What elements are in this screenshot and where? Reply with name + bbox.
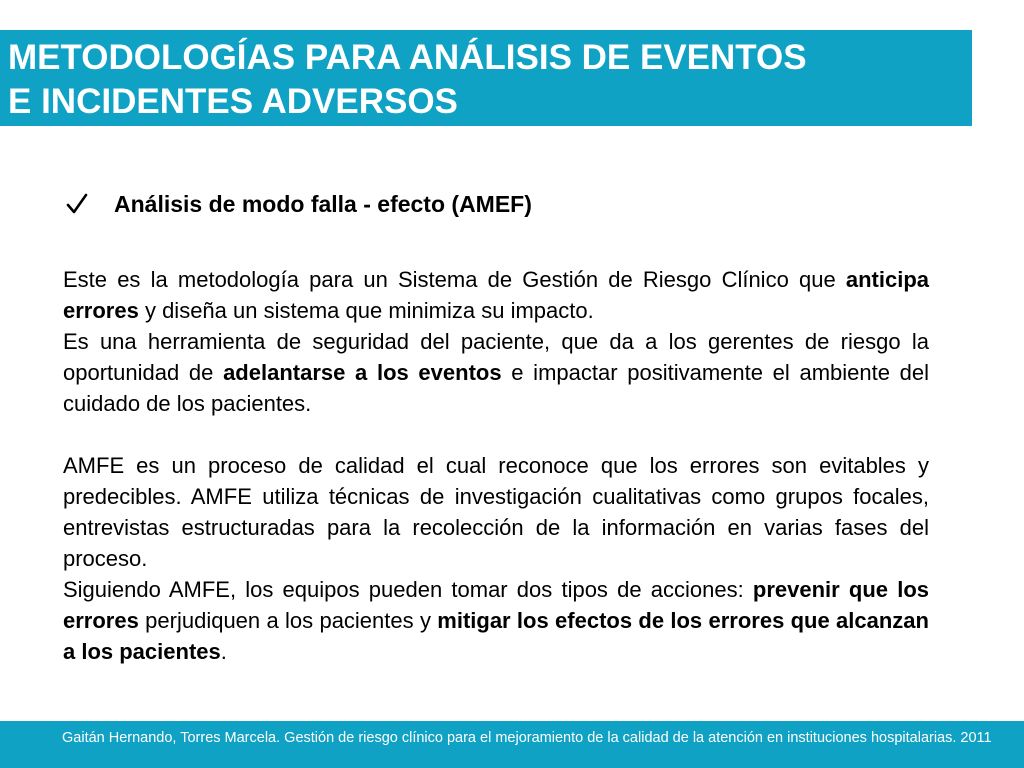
p4-text-2: perjudiquen a los pacientes y [138,608,438,633]
p4-text-3: . [220,639,227,664]
paragraph-2 [63,326,929,419]
title-bar [0,30,972,126]
paragraph-1 [63,264,929,326]
p1-text-2: y diseña un sistema que minimiza su impacto. [138,298,594,323]
p3-text-1: AMFE es un proceso de calidad el cual reconoce que los errores son evitables y predecibles. AMFE utiliza técnicas de investigación cualitativas como grupos focales, entrevistas estructuradas para la recolección de la información en varias fases del proceso. [63,453,929,571]
page-title [8,36,968,124]
checkmark-icon [66,192,88,216]
paragraph-3 [63,450,929,574]
p2-text-1: Es una herramienta de seguridad del paciente, que da a los gerentes de riesgo la oportunidad de [63,329,929,385]
p2-text-2: e impactar positivamente el ambiente del cuidado de los pacientes. [63,360,930,416]
section-heading [66,186,532,222]
footer-bar [0,721,1024,768]
p1-bold-1: anticipa errores [63,267,929,323]
p4-bold-1: prevenir que los errores [63,577,929,633]
p1-text-1: Este es la metodología para un Sistema de Gestión de Riesgo Clínico que [63,267,846,292]
p4-bold-2: mitigar los efectos de los errores que alcanzan a los pacientes [63,608,929,664]
p2-bold-1: adelantarse a los eventos [223,360,502,385]
page-title-line-2: E INCIDENTES ADVERSOS [8,82,458,121]
page-title-line-1: METODOLOGÍAS PARA ANÁLISIS DE EVENTOS [8,38,807,77]
section-subtitle: Análisis de modo falla - efecto (AMEF) [114,191,532,217]
footer-citation: Gaitán Hernando, Torres Marcela. Gestión de riesgo clínico para el mejoramiento de la calidad de la atención en instituciones hospitalarias. 2011 [62,730,992,746]
p4-text-1: Siguiendo AMFE, los equipos pueden tomar dos tipos de acciones: [63,577,753,602]
paragraph-4 [63,574,929,667]
body-text [63,264,929,667]
